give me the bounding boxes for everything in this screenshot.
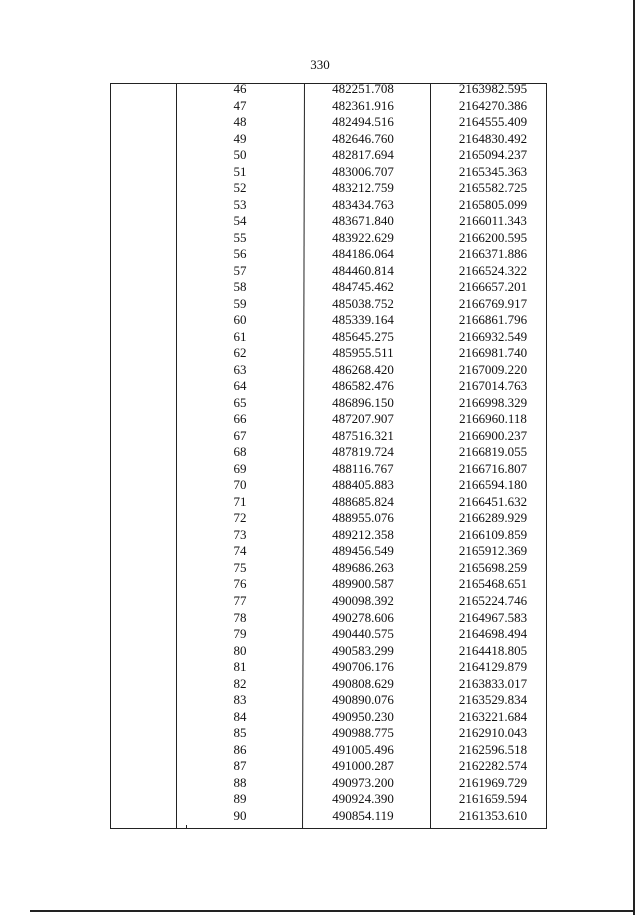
x-coordinate-cell: 490440.575 bbox=[332, 626, 394, 642]
table-row bbox=[0, 774, 640, 791]
point-number-cell: 64 bbox=[233, 378, 247, 394]
table-row bbox=[0, 658, 640, 675]
y-coordinate-cell: 2166594.180 bbox=[458, 477, 528, 493]
y-coordinate-cell: 2166451.632 bbox=[458, 493, 528, 509]
table-row bbox=[0, 361, 640, 378]
y-coordinate-cell: 2166960.118 bbox=[459, 411, 527, 427]
y-coordinate-cell: 2165224.746 bbox=[458, 592, 528, 608]
y-coordinate-cell: 2162282.574 bbox=[458, 758, 528, 774]
y-coordinate-cell: 2167009.220 bbox=[458, 361, 528, 377]
x-coordinate-cell: 489456.549 bbox=[332, 543, 394, 559]
table-row bbox=[0, 229, 640, 246]
table-row bbox=[0, 146, 640, 163]
point-number-cell: 88 bbox=[233, 774, 247, 790]
point-number-cell: 75 bbox=[233, 559, 247, 575]
x-coordinate-cell: 484745.462 bbox=[332, 279, 394, 295]
point-number-cell: 73 bbox=[233, 526, 247, 542]
y-coordinate-cell: 2163529.834 bbox=[458, 692, 528, 708]
table-row bbox=[0, 790, 640, 807]
x-coordinate-cell: 484460.814 bbox=[332, 262, 394, 278]
x-coordinate-cell: 483006.707 bbox=[332, 163, 394, 179]
x-coordinate-cell: 485645.275 bbox=[332, 328, 394, 344]
x-coordinate-cell: 488955.076 bbox=[332, 510, 394, 526]
table-row bbox=[0, 410, 640, 427]
x-coordinate-cell: 490583.299 bbox=[332, 642, 394, 658]
point-number-cell: 79 bbox=[233, 626, 247, 642]
point-number-cell: 65 bbox=[233, 394, 247, 410]
point-number-cell: 63 bbox=[233, 361, 247, 377]
x-coordinate-cell: 490950.230 bbox=[332, 708, 394, 724]
point-number-cell: 55 bbox=[233, 229, 247, 245]
x-coordinate-cell: 482361.916 bbox=[332, 97, 394, 113]
point-number-cell: 87 bbox=[233, 758, 247, 774]
y-coordinate-cell: 2161353.610 bbox=[458, 807, 528, 823]
point-number-cell: 48 bbox=[233, 114, 247, 130]
y-coordinate-cell: 2164830.492 bbox=[458, 130, 528, 146]
x-coordinate-cell: 482646.760 bbox=[332, 130, 394, 146]
table-row bbox=[0, 80, 640, 97]
y-coordinate-cell: 2166011.343 bbox=[459, 213, 527, 229]
table-row bbox=[0, 724, 640, 741]
page-frame-bottom-edge bbox=[30, 910, 635, 912]
table-row bbox=[0, 311, 640, 328]
x-coordinate-cell: 485038.752 bbox=[332, 295, 394, 311]
table-row bbox=[0, 163, 640, 180]
point-number-cell: 81 bbox=[233, 659, 247, 675]
x-coordinate-cell: 491005.496 bbox=[332, 741, 394, 757]
point-number-cell: 57 bbox=[233, 262, 247, 278]
table-row bbox=[0, 575, 640, 592]
table-row bbox=[0, 262, 640, 279]
table-row bbox=[0, 113, 640, 130]
y-coordinate-cell: 2166900.237 bbox=[458, 427, 528, 443]
point-number-cell: 69 bbox=[233, 460, 247, 476]
y-coordinate-cell: 2165345.363 bbox=[458, 163, 528, 179]
y-coordinate-cell: 2166861.796 bbox=[458, 312, 528, 328]
y-coordinate-cell: 2164555.409 bbox=[458, 114, 528, 130]
point-number-cell: 62 bbox=[233, 345, 247, 361]
point-number-cell: 90 bbox=[233, 807, 247, 823]
point-number-cell: 61 bbox=[233, 328, 247, 344]
y-coordinate-cell: 2165582.725 bbox=[458, 180, 528, 196]
point-number-cell: 68 bbox=[233, 444, 247, 460]
y-coordinate-cell: 2165805.099 bbox=[458, 196, 528, 212]
y-coordinate-cell: 2167014.763 bbox=[458, 378, 528, 394]
point-number-cell: 56 bbox=[233, 246, 247, 262]
x-coordinate-cell: 484186.064 bbox=[332, 246, 394, 262]
point-number-cell: 85 bbox=[233, 725, 247, 741]
table-row bbox=[0, 377, 640, 394]
table-row bbox=[0, 609, 640, 626]
column-divider-stub bbox=[186, 825, 187, 829]
point-number-cell: 58 bbox=[233, 279, 247, 295]
table-row bbox=[0, 179, 640, 196]
y-coordinate-cell: 2164270.386 bbox=[458, 97, 528, 113]
point-number-cell: 53 bbox=[233, 196, 247, 212]
table-row bbox=[0, 741, 640, 758]
point-number-cell: 47 bbox=[233, 97, 247, 113]
table-row bbox=[0, 278, 640, 295]
page-number: 330 bbox=[310, 57, 330, 72]
point-number-cell: 46 bbox=[233, 81, 247, 96]
table-row bbox=[0, 526, 640, 543]
x-coordinate-cell: 483212.759 bbox=[332, 180, 394, 196]
point-number-cell: 67 bbox=[233, 427, 247, 443]
x-coordinate-cell: 490808.629 bbox=[332, 675, 394, 691]
y-coordinate-cell: 2164129.879 bbox=[458, 659, 528, 675]
point-number-cell: 89 bbox=[233, 791, 247, 807]
table-row bbox=[0, 196, 640, 213]
point-number-cell: 83 bbox=[233, 692, 247, 708]
point-number-cell: 71 bbox=[233, 493, 247, 509]
table-row bbox=[0, 807, 640, 824]
y-coordinate-cell: 2165094.237 bbox=[458, 147, 528, 163]
table-row bbox=[0, 625, 640, 642]
table-row bbox=[0, 344, 640, 361]
point-number-cell: 51 bbox=[233, 163, 247, 179]
table-row bbox=[0, 295, 640, 312]
y-coordinate-cell: 2165468.651 bbox=[458, 576, 528, 592]
x-coordinate-cell: 488116.767 bbox=[332, 460, 394, 476]
x-coordinate-cell: 486582.476 bbox=[332, 378, 394, 394]
table-row bbox=[0, 97, 640, 114]
table-row bbox=[0, 642, 640, 659]
table-row bbox=[0, 509, 640, 526]
point-number-cell: 72 bbox=[233, 510, 247, 526]
point-number-cell: 59 bbox=[233, 295, 247, 311]
x-coordinate-cell: 490098.392 bbox=[332, 592, 394, 608]
x-coordinate-cell: 490854.119 bbox=[332, 807, 394, 823]
table-row bbox=[0, 559, 640, 576]
table-row bbox=[0, 394, 640, 411]
point-number-cell: 70 bbox=[233, 477, 247, 493]
x-coordinate-cell: 489686.263 bbox=[332, 559, 394, 575]
table-row bbox=[0, 212, 640, 229]
point-number-cell: 49 bbox=[233, 130, 247, 146]
y-coordinate-cell: 2166769.917 bbox=[458, 295, 528, 311]
point-number-cell: 66 bbox=[233, 411, 247, 427]
table-row bbox=[0, 691, 640, 708]
y-coordinate-cell: 2166981.740 bbox=[458, 345, 528, 361]
x-coordinate-cell: 490278.606 bbox=[332, 609, 394, 625]
y-coordinate-cell: 2164418.805 bbox=[458, 642, 528, 658]
point-number-cell: 76 bbox=[233, 576, 247, 592]
x-coordinate-cell: 486896.150 bbox=[332, 394, 394, 410]
x-coordinate-cell: 489900.587 bbox=[332, 576, 394, 592]
y-coordinate-cell: 2165698.259 bbox=[458, 559, 528, 575]
y-coordinate-cell: 2166657.201 bbox=[458, 279, 528, 295]
x-coordinate-cell: 490706.176 bbox=[332, 659, 394, 675]
y-coordinate-cell: 2161969.729 bbox=[458, 774, 528, 790]
table-row bbox=[0, 460, 640, 477]
table-row bbox=[0, 443, 640, 460]
x-coordinate-cell: 482494.516 bbox=[332, 114, 394, 130]
x-coordinate-cell: 491000.287 bbox=[332, 758, 394, 774]
x-coordinate-cell: 488405.883 bbox=[332, 477, 394, 493]
x-coordinate-cell: 490924.390 bbox=[332, 791, 394, 807]
table-row bbox=[0, 757, 640, 774]
y-coordinate-cell: 2166524.322 bbox=[458, 262, 528, 278]
table-row bbox=[0, 245, 640, 262]
x-coordinate-cell: 489212.358 bbox=[332, 526, 394, 542]
point-number-cell: 80 bbox=[233, 642, 247, 658]
x-coordinate-cell: 487516.321 bbox=[332, 427, 394, 443]
x-coordinate-cell: 488685.824 bbox=[332, 493, 394, 509]
x-coordinate-cell: 482817.694 bbox=[332, 147, 394, 163]
point-number-cell: 78 bbox=[233, 609, 247, 625]
x-coordinate-cell: 487207.907 bbox=[332, 411, 394, 427]
y-coordinate-cell: 2166932.549 bbox=[458, 328, 528, 344]
y-coordinate-cell: 2164698.494 bbox=[458, 626, 528, 642]
y-coordinate-cell: 2166200.595 bbox=[458, 229, 528, 245]
x-coordinate-cell: 487819.724 bbox=[332, 444, 394, 460]
x-coordinate-cell: 490988.775 bbox=[332, 725, 394, 741]
y-coordinate-cell: 2165912.369 bbox=[458, 543, 528, 559]
y-coordinate-cell: 2162596.518 bbox=[458, 741, 528, 757]
point-number-cell: 82 bbox=[233, 675, 247, 691]
point-number-cell: 52 bbox=[233, 180, 247, 196]
y-coordinate-cell: 2163833.017 bbox=[458, 675, 528, 691]
x-coordinate-cell: 483434.763 bbox=[332, 196, 394, 212]
y-coordinate-cell: 2166716.807 bbox=[458, 460, 528, 476]
y-coordinate-cell: 2166819.055 bbox=[458, 444, 528, 460]
table-row bbox=[0, 427, 640, 444]
y-coordinate-cell: 2162910.043 bbox=[458, 725, 528, 741]
y-coordinate-cell: 2166289.929 bbox=[458, 510, 528, 526]
coordinate-table bbox=[0, 80, 640, 823]
x-coordinate-cell: 485339.164 bbox=[332, 312, 394, 328]
y-coordinate-cell: 2163982.595 bbox=[458, 81, 528, 96]
point-number-cell: 77 bbox=[233, 592, 247, 608]
point-number-cell: 86 bbox=[233, 741, 247, 757]
table-row bbox=[0, 675, 640, 692]
table-row bbox=[0, 493, 640, 510]
table-row bbox=[0, 476, 640, 493]
x-coordinate-cell: 482251.708 bbox=[332, 81, 394, 96]
point-number-cell: 50 bbox=[233, 147, 247, 163]
x-coordinate-cell: 486268.420 bbox=[332, 361, 394, 377]
y-coordinate-cell: 2166371.886 bbox=[458, 246, 528, 262]
x-coordinate-cell: 485955.511 bbox=[332, 345, 394, 361]
point-number-cell: 74 bbox=[233, 543, 247, 559]
x-coordinate-cell: 490973.200 bbox=[332, 774, 394, 790]
y-coordinate-cell: 2163221.684 bbox=[458, 708, 528, 724]
y-coordinate-cell: 2164967.583 bbox=[458, 609, 528, 625]
table-row bbox=[0, 542, 640, 559]
table-row bbox=[0, 708, 640, 725]
y-coordinate-cell: 2166998.329 bbox=[458, 394, 528, 410]
point-number-cell: 84 bbox=[233, 708, 247, 724]
y-coordinate-cell: 2166109.859 bbox=[458, 526, 528, 542]
point-number-cell: 60 bbox=[233, 312, 247, 328]
table-row bbox=[0, 592, 640, 609]
x-coordinate-cell: 483671.840 bbox=[332, 213, 394, 229]
point-number-cell: 54 bbox=[233, 213, 247, 229]
table-row bbox=[0, 130, 640, 147]
y-coordinate-cell: 2161659.594 bbox=[458, 791, 528, 807]
x-coordinate-cell: 490890.076 bbox=[332, 692, 394, 708]
table-row bbox=[0, 328, 640, 345]
x-coordinate-cell: 483922.629 bbox=[332, 229, 394, 245]
